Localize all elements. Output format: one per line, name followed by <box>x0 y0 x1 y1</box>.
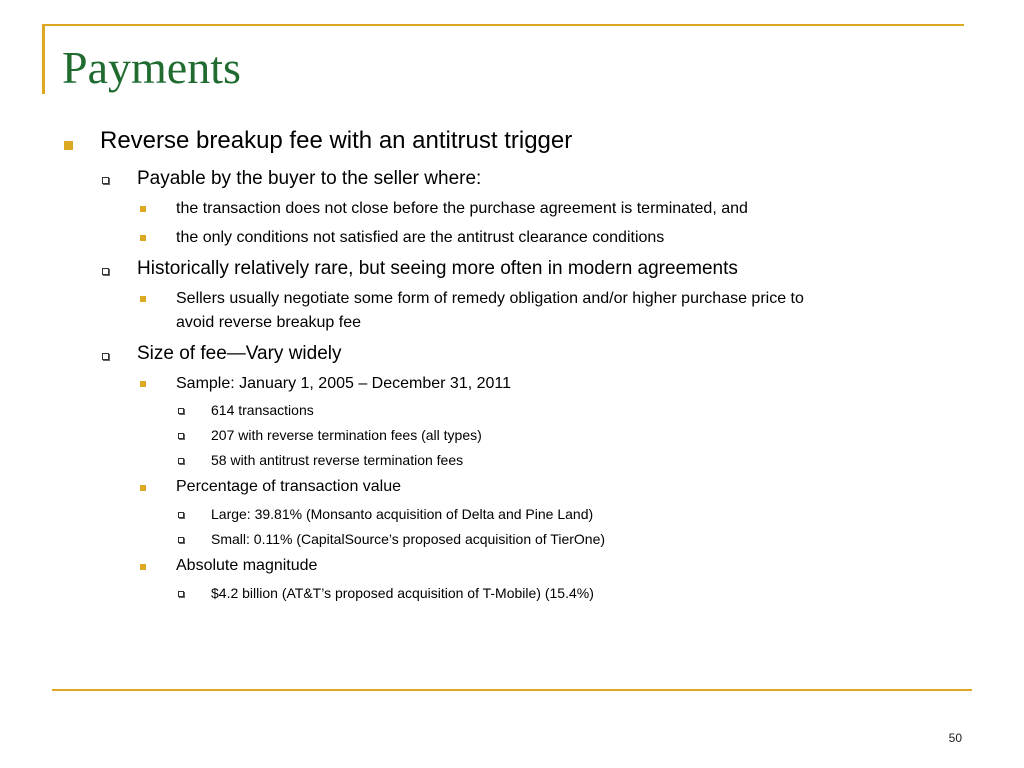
bullet-level3-sellers-negotiate: Sellers usually negotiate some form of remedy obligation and/or higher purchase price to <box>176 290 804 307</box>
square-bullet-icon <box>140 485 146 491</box>
hollow-square-bullet-icon <box>178 512 184 518</box>
bullet-level4-58-antitrust-fees: 58 with antitrust reverse termination fees <box>211 452 464 468</box>
slide-title: Payments <box>62 42 241 93</box>
bullet-level3-sellers-negotiate-continued: avoid reverse breakup fee <box>176 314 361 331</box>
bullet-level4-large-monsanto: Large: 39.81% (Monsanto acquisition of Delta and Pine Land) <box>211 506 594 522</box>
square-bullet-icon <box>140 381 146 387</box>
bullet-level3-transaction-not-close: the transaction does not close before the purchase agreement is terminated, and <box>176 200 748 217</box>
hollow-square-bullet-icon <box>178 408 184 414</box>
bullet-level4-614-transactions: 614 transactions <box>211 402 314 418</box>
bullet-level3-percentage-value: Percentage of transaction value <box>176 478 402 495</box>
bullet-level4-small-capitalsource: Small: 0.11% (CapitalSource’s proposed acquisition of TierOne) <box>211 531 606 547</box>
footer-rule <box>52 689 972 691</box>
hollow-square-bullet-icon <box>178 433 184 439</box>
bullet-level3-conditions-not-satisfied: the only conditions not satisfied are the antitrust clearance conditions <box>176 229 665 246</box>
bullet-level3-sample-period: Sample: January 1, 2005 – December 31, 2011 <box>176 375 512 392</box>
hollow-square-bullet-icon <box>102 353 109 360</box>
bullet-level2-payable: Payable by the buyer to the seller where: <box>137 168 482 189</box>
bullet-level4-att-tmobile: $4.2 billion (AT&T’s proposed acquisition of T-Mobile) (15.4%) <box>211 585 594 601</box>
bullet-level3-absolute-magnitude: Absolute magnitude <box>176 557 318 574</box>
page-number: 50 <box>948 731 962 745</box>
hollow-square-bullet-icon <box>178 591 184 597</box>
square-bullet-icon <box>140 235 146 241</box>
hollow-square-bullet-icon <box>102 268 109 275</box>
hollow-square-bullet-icon <box>178 458 184 464</box>
bullet-level2-size-of-fee: Size of fee—Vary widely <box>137 343 342 364</box>
bullet-level4-207-reverse-fees: 207 with reverse termination fees (all types) <box>211 427 482 443</box>
bullet-level1-reverse-breakup-fee: Reverse breakup fee with an antitrust trigger <box>100 127 573 154</box>
hollow-square-bullet-icon <box>102 177 109 184</box>
bullet-level2-historically-rare: Historically relatively rare, but seeing more often in modern agreements <box>137 258 738 279</box>
square-bullet-icon <box>140 296 146 302</box>
hollow-square-bullet-icon <box>178 537 184 543</box>
square-bullet-icon <box>140 564 146 570</box>
square-bullet-icon <box>64 141 73 150</box>
square-bullet-icon <box>140 206 146 212</box>
